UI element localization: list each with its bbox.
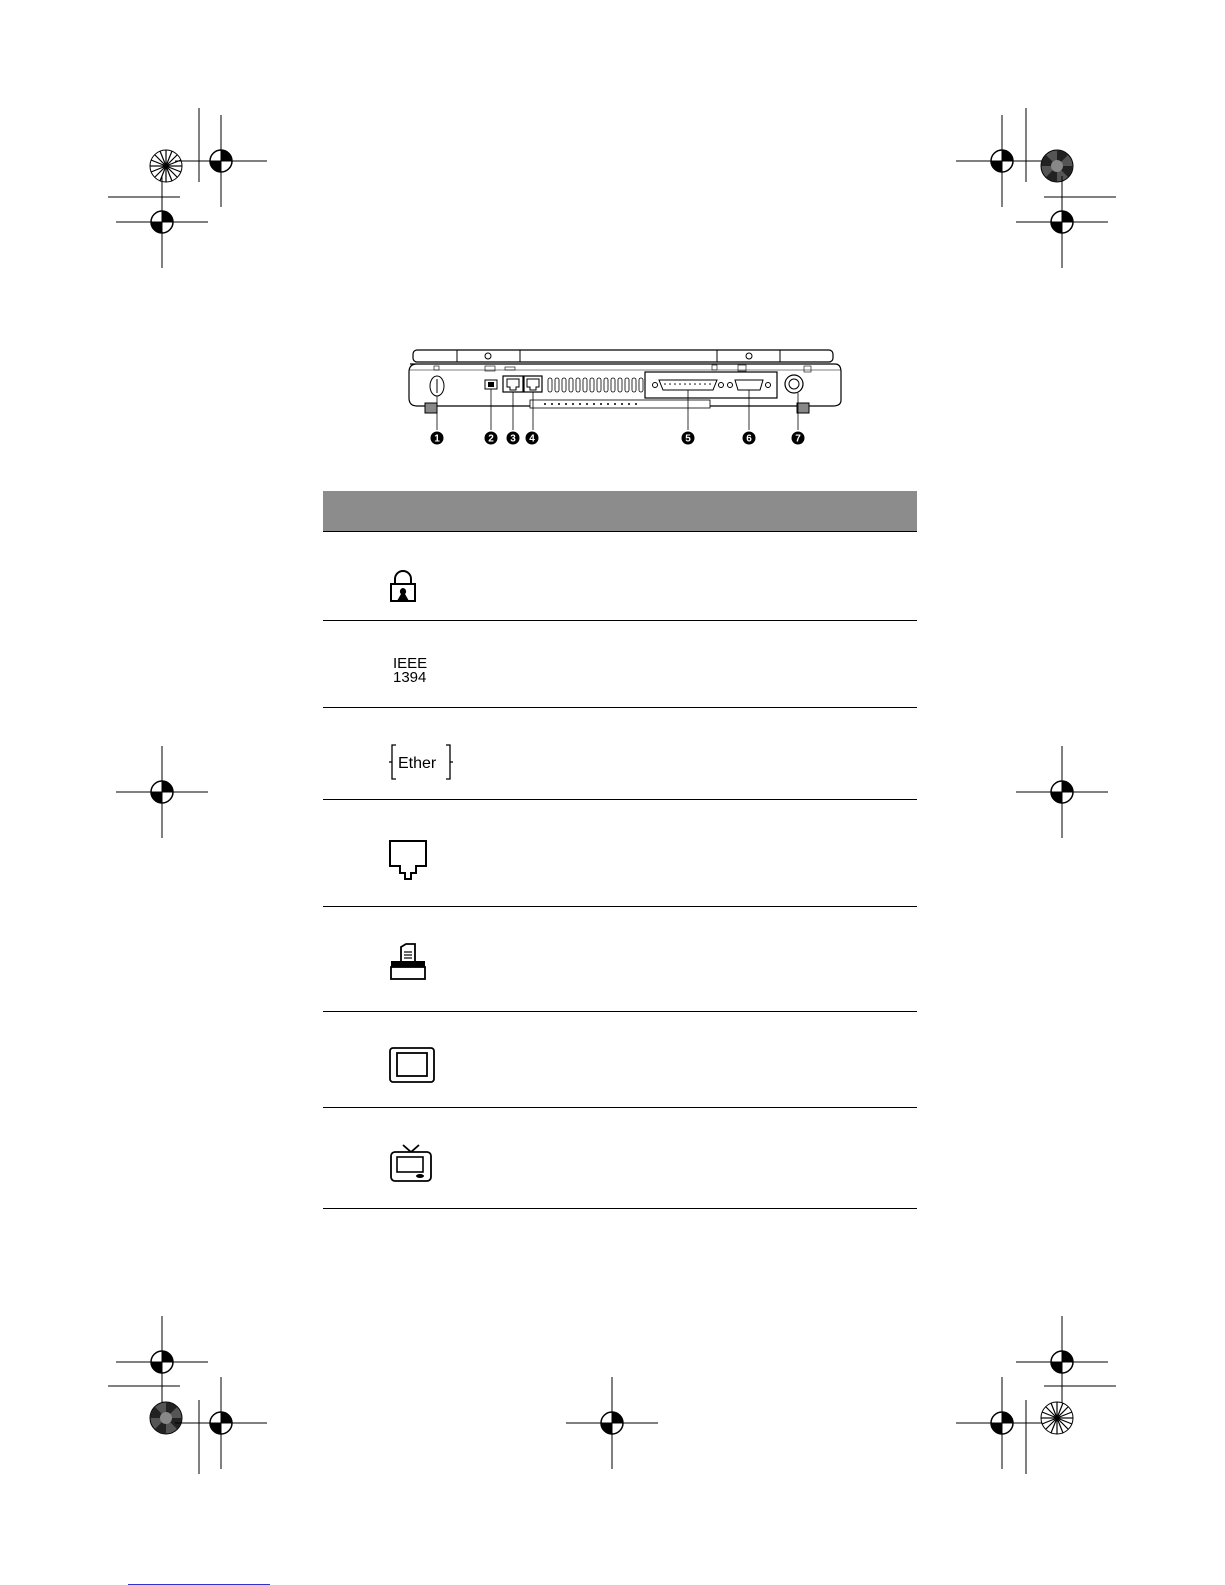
table-header (323, 491, 917, 532)
tv-icon (389, 1144, 433, 1182)
printer-icon (389, 943, 427, 981)
table-row-tv (323, 1108, 917, 1209)
ieee1394-icon (393, 657, 427, 685)
table-row-ieee1394 (323, 621, 917, 708)
lock-icon (389, 570, 417, 602)
table-row-printer (323, 907, 917, 1012)
callout-5: 5 (685, 433, 691, 445)
ports-table (323, 491, 917, 1209)
ethernet-icon (389, 744, 453, 780)
callout-3: 3 (510, 433, 516, 445)
table-row-monitor (323, 1012, 917, 1108)
table-row-modem (323, 800, 917, 907)
table-row-ethernet (323, 708, 917, 800)
ieee-label: IEEE (393, 655, 428, 672)
callout-4: 4 (529, 433, 535, 445)
notebook-rear-view-figure (405, 348, 845, 458)
monitor-icon (389, 1047, 435, 1083)
modem-jack-icon (389, 840, 427, 880)
ethernet-label: Ether (398, 755, 437, 772)
callout-7: 7 (795, 433, 801, 445)
callout-2: 2 (488, 433, 494, 445)
ieee-number: 1394 (393, 669, 427, 686)
callout-6: 6 (746, 433, 752, 445)
table-row-lock (323, 532, 917, 621)
callout-1: 1 (434, 433, 440, 445)
